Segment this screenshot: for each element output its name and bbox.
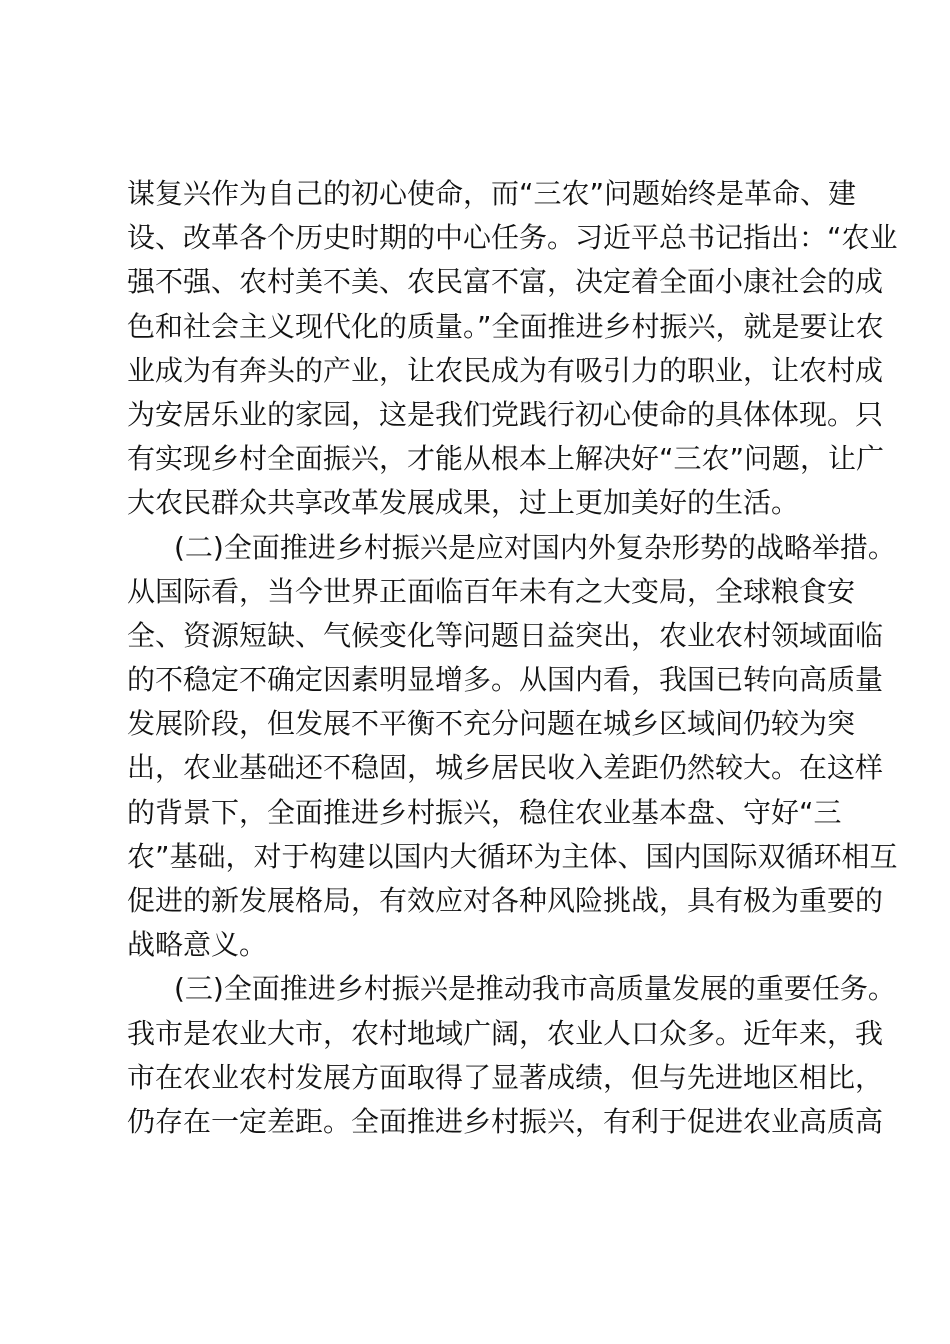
text-line: 发展阶段，但发展不平衡不充分问题在城乡区域间仍较为突: [127, 707, 856, 741]
section-heading-line: (二)全面推进乡村振兴是应对国内外复杂形势的战略举措。: [174, 530, 896, 564]
text-line: 谋复兴作为自己的初心使命，而“三农”问题始终是革命、建: [127, 177, 857, 210]
text-line: 有实现乡村全面振兴，才能从根本上解决好“三农”问题，让广: [127, 442, 885, 476]
text-line: 市在农业农村发展方面取得了显著成绩，但与先进地区相比，: [127, 1060, 884, 1094]
text-line: 战略意义。: [127, 928, 268, 962]
text-line: 促进的新发展格局，有效应对各种风险挑战，具有极为重要的: [127, 884, 884, 917]
text-line: 农”基础，对于构建以国内大循环为主体、国内国际双循环相互: [127, 839, 898, 873]
text-line: 出，农业基础还不稳固，城乡居民收入差距仍然较大。在这样: [127, 751, 884, 785]
text-line: 设、改革各个历史时期的中心任务。习近平总书记指出：“农业: [127, 221, 898, 255]
text-line: 强不强、农村美不美、农民富不富，决定着全面小康社会的成: [127, 265, 884, 299]
section-heading-line: (三)全面推进乡村振兴是推动我市高质量发展的重要任务。: [174, 972, 896, 1006]
text-line: 仍存在一定差距。全面推进乡村振兴，有利于促进农业高质高: [127, 1104, 884, 1138]
text-line: 大农民群众共享改革发展成果，过上更加美好的生活。: [127, 486, 800, 520]
body-text: [127, 172, 898, 1144]
text-line: 全、资源短缺、气候变化等问题日益突出，农业农村领域面临: [127, 618, 884, 652]
text-line: 从国际看，当今世界正面临百年未有之大变局，全球粮食安: [127, 574, 856, 608]
text-line: 为安居乐业的家园，这是我们党践行初心使命的具体体现。只: [127, 397, 884, 431]
text-line: 的不稳定不确定因素明显增多。从国内看，我国已转向高质量: [127, 663, 884, 697]
text-line: 我市是农业大市，农村地域广阔，农业人口众多。近年来，我: [127, 1016, 884, 1050]
text-line: 的背景下，全面推进乡村振兴，稳住农业基本盘、守好“三: [127, 795, 842, 829]
text-line: 色和社会主义现代化的质量。”全面推进乡村振兴，就是要让农: [127, 309, 884, 343]
text-line: 业成为有奔头的产业，让农民成为有吸引力的职业，让农村成: [127, 353, 884, 387]
